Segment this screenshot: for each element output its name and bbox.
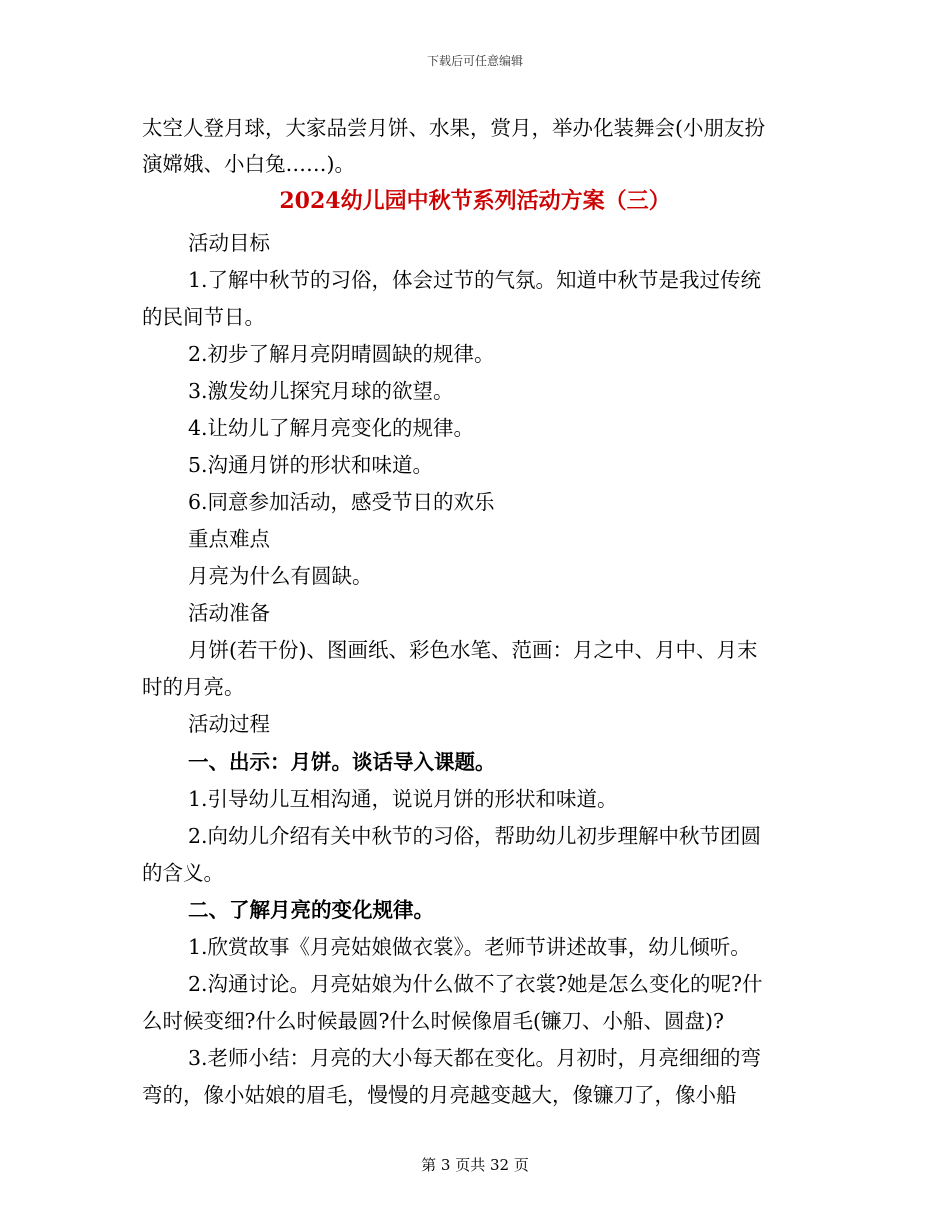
goal-item: 3.激发幼儿探究月球的欲望。: [188, 379, 454, 403]
process-item-cont: 的含义。: [142, 861, 224, 885]
section-title: 2024幼儿园中秋节系列活动方案（三）: [279, 188, 671, 214]
heading-preparation: 活动准备: [188, 601, 270, 625]
heading-process: 活动过程: [188, 712, 270, 736]
process-item: 3.老师小结：月亮的大小每天都在变化。月初时，月亮细细的弯: [188, 1046, 762, 1070]
process-item: 1.欣赏故事《月亮姑娘做衣裳》。老师节讲述故事，幼儿倾听。: [188, 935, 751, 959]
process-item: 2.向幼儿介绍有关中秋节的习俗，帮助幼儿初步理解中秋节团圆: [188, 824, 762, 848]
process-item: 1.引导幼儿互相沟通，说说月饼的形状和味道。: [188, 787, 618, 811]
goal-item: 5.沟通月饼的形状和味道。: [188, 453, 434, 477]
goal-item-cont: 的民间节日。: [142, 305, 265, 329]
paragraph-cont: 时的月亮。: [142, 675, 245, 699]
intro-line: 演嫦娥、小白兔……)。: [142, 152, 355, 176]
intro-line: 太空人登月球，大家品尝月饼、水果，赏月，举办化装舞会(小朋友扮: [142, 116, 765, 140]
goal-item: 6.同意参加活动，感受节日的欢乐: [188, 490, 495, 514]
heading-key-points: 重点难点: [188, 527, 270, 551]
goal-item: 1.了解中秋节的习俗，体会过节的气氛。知道中秋节是我过传统: [188, 268, 762, 292]
paragraph: 月饼(若干份)、图画纸、彩色水笔、范画：月之中、月中、月末: [188, 638, 758, 662]
paragraph: 月亮为什么有圆缺。: [188, 564, 373, 588]
goal-item: 4.让幼儿了解月亮变化的规律。: [188, 416, 475, 440]
page-footer: 第 3 页共 32 页: [421, 1156, 529, 1174]
goal-item: 2.初步了解月亮阴晴圆缺的规律。: [188, 342, 495, 366]
process-item-cont: 弯的，像小姑娘的眉毛，慢慢的月亮越变越大，像镰刀了，像小船: [142, 1083, 737, 1107]
page-header: 下载后可任意编辑: [426, 54, 523, 68]
process-item: 2.沟通讨论。月亮姑娘为什么做不了衣裳?她是怎么变化的呢?什: [188, 972, 763, 996]
subheading: 一、出示：月饼。谈话导入课题。: [188, 750, 496, 774]
heading-activity-goals: 活动目标: [188, 231, 270, 255]
subheading: 二、了解月亮的变化规律。: [188, 898, 434, 922]
process-item-cont: 么时候变细?什么时候最圆?什么时候像眉毛(镰刀、小船、圆盘)?: [142, 1009, 724, 1033]
